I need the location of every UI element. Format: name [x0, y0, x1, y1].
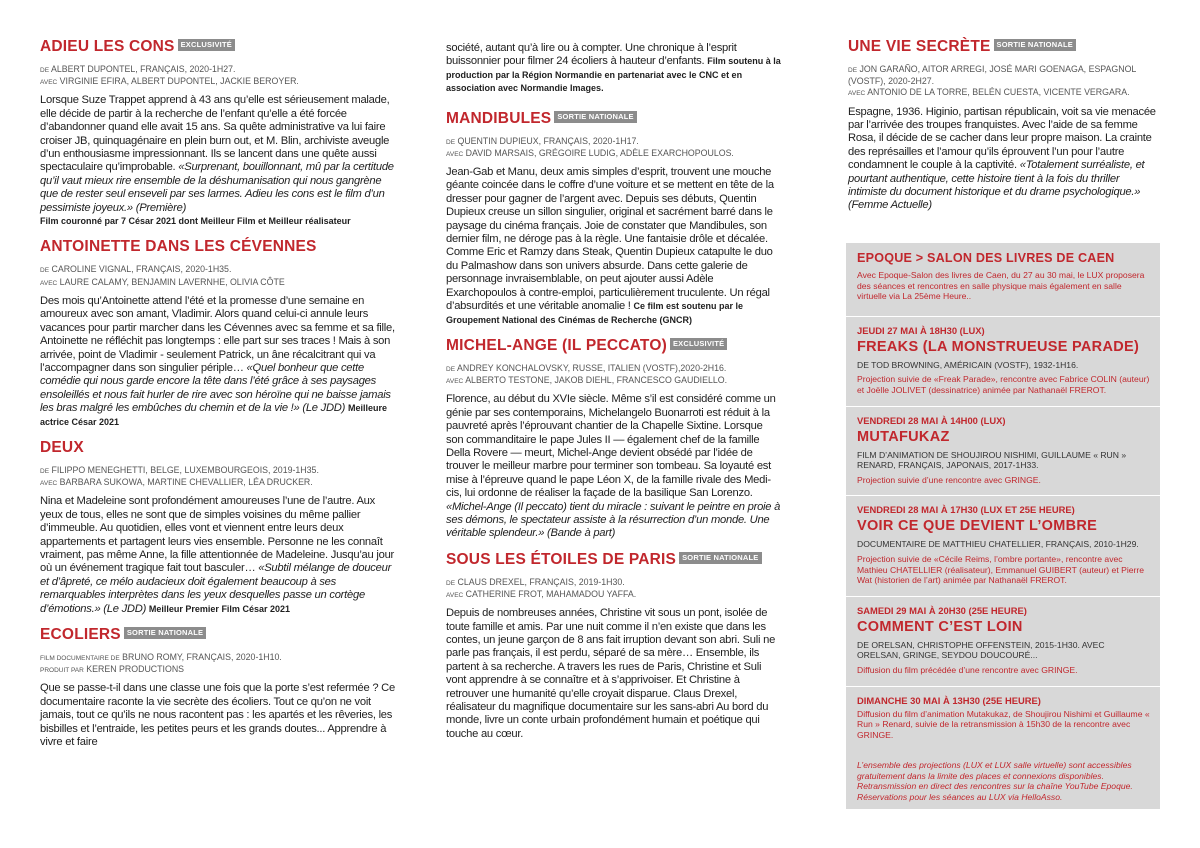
event-description: Projection suivie d’une rencontre avec GRINGE. [857, 474, 1041, 485]
event-film-title: MUTAFUKAZ [857, 428, 950, 445]
event-date: JEUDI 27 MAI À 18H30 (LUX) [857, 324, 985, 336]
status-badge: EXCLUSIVITÉ [178, 39, 235, 51]
event-film-title: FREAKS (LA MONSTRUEUSE PARADE) [857, 338, 1140, 355]
status-badge: SORTIE NATIONALE [994, 39, 1076, 51]
film-credits: DE CLAUS DREXEL, FRANÇAIS, 2019-1H30. AVEC CATHERINE FROT, MAHAMADOU YAFFA. [446, 576, 637, 599]
film-credits: DE QUENTIN DUPIEUX, FRANÇAIS, 2020-1H17. AVEC DAVID MARSAIS, GRÉGOIRE LUDIG, ADÈLE EXARCHOPOULOS. [446, 135, 734, 158]
film-synopsis: Depuis de nombreuses années, Christine vit sous un pont, isolée de toute famille et amis. Par une nuit comme il n’en existe que dans les contes, un jeune garçon de 8 ans fait irruption devant son abri. Suli ne parle pas français, il est perdu, séparé de sa mère… Ensemble, ils partent à sa recherche. A travers les rues de Paris, Christine et Suli vont apprendre à se connaître et à s’apprivoiser. Et Christine à retrouver une humanité qu’elle croyait disparue. Claus Drexel, réalisateur du magnifique documentaire sur les sans-abri Au bord du monde, livre un conte urbain profondément humain et poétique qui touche au cœur. [446, 607, 776, 740]
film-synopsis: Espagne, 1936. Higinio, partisan républicain, voit sa vie menacée par l’arrivée des troupes franquistes. Avec l’aide de sa femme Rosa, il décide de se cacher dans leur propre maison. La crainte des représailles et l’amour qu’ils éprouvent l’un pour l’autre condamnent le couple à la captivité. «Totalement surréaliste, et pourtant authentique, cette histoire tient à la fois du thriller intimiste du document historique et du drame psychologique.» (Femme Actuelle) [848, 105, 1156, 212]
event-date: DIMANCHE 30 MAI À 13H30 (25E HEURE) [857, 694, 1041, 706]
film-synopsis: Nina et Madeleine sont profondément amoureuses l’une de l’autre. Aux yeux de tous, elles ne sont que de simples voisines du même pallier d’immeuble. Au quotidien, elles vont et viennent entre leurs deux appartements et partagent leurs vies ensemble. Personne ne les connaît vraiment, pas même Anne, la fille attentionnée de Madeleine. Jusqu’au jour où un événement tragique fait tout basculer… «Subtil mélange de douceur et d’âpreté, ce mélo audacieux doit également beaucoup à ses remarquables interprètes dans les yeux desquelles passe un cortège d’émotions.» (Le JDD) Meilleur Premier Film César 2021 [40, 495, 395, 615]
film-synopsis: Lorsque Suze Trappet apprend à 43 ans qu’elle est sérieusement malade, elle décide de partir à la recherche de l’enfant qu’elle a été forcée d’abandonner quand elle avait 15 ans. Sa quête administrative va lui faire croiser JB, quinquagénaire en plein burn out, et M. Blin, archiviste aveugle d’un enthousiasme impressionnant. Ils se lancent dans une quête aussi spectaculaire qu’improbable. «Surprenant, bouillonnant, mû par la certitude qu’il vaut mieux rire ensemble de la déshumanisation qui nous gangrène que de rester seul enseveli par ses larmes. Adieu les cons est le film d’un pessimiste joyeux.» (Première) Film couronné par 7 César 2021 dont Meilleur Film et Meilleur réalisateur [40, 94, 394, 227]
section-footer-note: L’ensemble des projections (LUX et LUX salle virtuelle) sont accessibles gratuitement dans la limite des places et connexions disponibles. Retransmission en direct des rencontres sur la chaîne YouTube Epoque. Réservations pour les séances au LUX via HelloAsso. [857, 760, 1133, 803]
film-credits: FILM DOCUMENTAIRE DE BRUNO ROMY, FRANÇAIS, 2020-1H10. PRODUIT PAR KEREN PRODUCTIONS [40, 652, 282, 675]
event-date: SAMEDI 29 MAI À 20H30 (25E HEURE) [857, 604, 1027, 616]
divider [846, 316, 1160, 317]
funding-note: Film soutenu à la production par la Région Normandie en partenariat avec le CNC et en association avec Normandie Images. [446, 56, 781, 94]
film-credits: DE ALBERT DUPONTEL, FRANÇAIS, 2020-1H27. AVEC VIRGINIE EFIRA, ALBERT DUPONTEL, JACKIE BEROYER. [40, 64, 299, 87]
film-credits: DE ANDREY KONCHALOVSKY, RUSSE, ITALIEN (VOSTF),2020-2H16. AVEC ALBERTO TESTONE, JAKOB DIEHL, FRANCESCO GAUDIELLO. [446, 362, 728, 386]
event-description: Projection suivie de «Cécile Reims, l’ombre portante», rencontre avec Mathieu CHATELLIER (réalisateur), Emmanuel GUIBERT (auteur) et Pierre Wat (historien de l’art) animée par Nathanaël FREROT. [857, 553, 1145, 586]
film-title: DEUX [40, 438, 84, 456]
event-date: VENDREDI 28 MAI À 14H00 (LUX) [857, 414, 1006, 426]
section-intro: Avec Epoque-Salon des livres de Caen, du 27 au 30 mai, le LUX proposera des séances et rencontres en salle physique mais également en salle virtuelle via La 25ème Heure.. [857, 270, 1145, 302]
film-title: MICHEL-ANGE (IL PECCATO) EXCLUSIVITÉ [446, 337, 781, 355]
divider [846, 406, 1160, 407]
film-synopsis: Des mois qu’Antoinette attend l’été et la promesse d’une semaine en amoureux avec son amant, Vladimir. Alors quand celui-ci annule leurs vacances pour partir marcher dans les Cévennes avec sa femme et sa fille, Antoinette ne réfléchit pas longtemps : elle part sur ses traces ! Mais à son arrivée, point de Vladimir - seulement Patrick, un âne récalcitrant qui va l’accompagner dans son singulier périple… «Quel bonheur que cette comédie qui nous garde encore la tête dans l’été grâce à ses paysages ensoleillés et nous fait hurler de rire avec son héroïne qui ne baisse jamais les bras malgré les embûches du chemin et de la vie !» (Le JDD) Meilleure actrice César 2021 [40, 294, 395, 427]
film-une-vie-secrete [848, 38, 1160, 213]
event-film-title: COMMENT C’EST LOIN [857, 618, 1023, 635]
film-credits: DE FILIPPO MENEGHETTI, BELGE, LUXEMBOURGEOIS, 2019-1H35. AVEC BARBARA SUKOWA, MARTINE CHEVALLIER, LÉA DRUCKER. [40, 464, 319, 488]
divider [846, 495, 1160, 496]
film-mandibules [446, 110, 781, 327]
award-note: Meilleure actrice César 2021 [40, 403, 387, 427]
award-note: Film couronné par 7 César 2021 dont Meilleur Film et Meilleur réalisateur [40, 216, 351, 227]
film-title: ADIEU LES CONS EXCLUSIVITÉ [40, 38, 395, 56]
event-freaks [857, 325, 1150, 396]
event-credits: FILM D’ANIMATION DE SHOUJIROU NISHIMI, GUILLAUME « RUN » RENARD, FRANÇAIS, JAPONAIS, 2017-1H33. [857, 449, 1127, 471]
film-title: SOUS LES ÉTOILES DE PARIS SORTIE NATIONALE [446, 551, 781, 569]
press-quote: «Surprenant, bouillonnant, mû par la certitude qu’il vaut mieux rire ensemble de la déshumanisation qui nous gangrène que de rester seul enseveli par ses larmes. Adieu les cons est le film d’un pessimiste joyeux.» (Première) [40, 161, 394, 214]
status-badge: EXCLUSIVITÉ [670, 338, 727, 350]
film-antoinette [40, 238, 395, 428]
film-michel-ange [446, 337, 781, 541]
event-mutafukaz [857, 415, 1150, 486]
film-credits: DE CAROLINE VIGNAL, FRANÇAIS, 2020-1H35. AVEC LAURE CALAMY, BENJAMIN LAVERNHE, OLIVIA CÔTE [40, 264, 285, 287]
event-film-title: VOIR CE QUE DEVIENT L’OMBRE [857, 518, 1098, 535]
event-credits: DE TOD BROWNING, AMÉRICAIN (VOSTF), 1932-1H16. [857, 359, 1079, 370]
epoque-program-box [846, 243, 1160, 809]
press-quote: «Quel bonheur que cette comédie qui nous garde encore la tête dans l’été grâce à ses paysages ensoleillés et nous fait hurler de rire avec son héroïne qui ne baisse jamais les bras malgré les embûches du chemin et de la vie !» (Le JDD) [40, 361, 391, 415]
film-title: ECOLIERS SORTIE NATIONALE [40, 626, 395, 644]
film-credits: DE JON GARAÑO, AITOR ARREGI, JOSÉ MARI GOENAGA, ESPAGNOL (VOSTF), 2020-2H27. AVEC ANTONIO DE LA TORRE, BELÉN CUESTA, VICENTE VERGARA. [848, 64, 1136, 98]
status-badge: SORTIE NATIONALE [554, 111, 636, 123]
film-adieu-les-cons [40, 38, 395, 228]
event-credits: DOCUMENTAIRE DE MATTHIEU CHATELLIER, FRANÇAIS, 2010-1H29. [857, 539, 1139, 550]
film-synopsis: Jean-Gab et Manu, deux amis simples d’esprit, trouvent une mouche géante coincée dans le coffre d’une voiture et se mettent en tête de la dresser pour gagner de l’argent avec. Depuis ses débuts, Quentin Dupieux creuse un sillon singulier, original et sacrément barré dans le paysage du cinéma français. Joie de constater que Mandibules, son dernier film, ne déroge pas à la règle. Une fantaisie drôle et décalée. Comme Eric et Ramzy dans Steak, Quentin Dupieux catapulte le duo du Palmashow dans son univers absurde. Dans cette galerie de personnage invraisemblable, on peut ajouter aussi Adèle Exarchopoulos à contre-emploi, particulièrement truculente. Un régal d’absurdités et une véritable anomalie ! Ce film est soutenu par le Groupement National des Cinémas de Recherche (GNCR) [446, 166, 774, 325]
film-ecoliers [40, 626, 395, 749]
film-synopsis: société, autant qu’à lire ou à compter. Une chronique à l’esprit buissonnier pour filmer 24 écoliers à hauteur d’enfants. Film soutenu à la production par la Région Normandie en partenariat avec le CNC et en association avec Normandie Images. [446, 42, 781, 94]
film-ecoliers-continued [446, 42, 781, 96]
status-badge: SORTIE NATIONALE [124, 627, 206, 639]
award-note: Meilleur Premier Film César 2021 [148, 603, 290, 614]
film-deux [40, 439, 395, 616]
column-left [40, 38, 395, 759]
status-badge: SORTIE NATIONALE [679, 552, 761, 564]
event-mutafukaz-broadcast [857, 695, 1150, 741]
section-title: EPOQUE > SALON DES LIVRES DE CAEN [857, 251, 1115, 265]
divider [846, 596, 1160, 597]
event-date: VENDREDI 28 MAI À 17H30 (LUX ET 25E HEURE) [857, 504, 1075, 516]
event-voir-ce-que-devient-lombre [857, 504, 1150, 585]
funding-note: Ce film est soutenu par le Groupement National des Cinémas de Recherche (GNCR) [446, 301, 744, 325]
press-quote: «Michel-Ange (Il peccato) tient du miracle : suivant le peintre en proie à ses démons, le spectateur assiste à la résurrection d’un monde. Une véritable splendeur.» (Bande à part) [446, 500, 781, 540]
event-description: Diffusion du film précédée d’une rencontre avec GRINGE. [857, 664, 1078, 675]
divider [846, 686, 1160, 687]
press-quote: «Totalement surréaliste, et pourtant authentique, cette histoire tient à la fois du thriller intimiste du document historique et du drame psychologique.» (Femme Actuelle) [848, 159, 1145, 212]
film-synopsis: Florence, au début du XVIe siècle. Même s’il est considéré comme un génie par ses contemporains, Michelangelo Buonarroti est réduit à la pauvreté après l’éprouvant chantier de la Chapelle Sixtine. Lorsque son commanditaire le pape Jules II — également chef de la famille Della Rovere — meurt, Michel-Ange devient obsédé par l’idée de trouver le meilleur marbre pour terminer son tombeau. Sa loyauté est mise à l’épreuve quand le pape Léon X, de la famille rivale des Medicis, lui ordonne de réaliser la façade de la basilique San Lorenzo. «Michel-Ange (Il peccato) tient du miracle : suivant le peintre en proie à ses démons, le spectateur assiste à la résurrection d’un monde. Une véritable splendeur.» (Bande à part) [446, 393, 781, 540]
column-middle [446, 42, 781, 751]
film-synopsis: Que se passe-t-il dans une classe une fois que la porte s’est refermée ? Ce documentaire raconte la vie secrète des écoliers. Tout ce qu’on ne voit jamais, tout ce qu’ils ne nous racontent pas : les apartés et les rêveries, les bisbilles et l’entraide, les petites peurs et les grands doutes... Apprendre à vivre et faire [40, 682, 395, 749]
film-title: UNE VIE SECRÈTE SORTIE NATIONALE [848, 38, 1160, 56]
event-comment-cest-loin [857, 605, 1150, 676]
event-description: Diffusion du film d’animation Mutakukaz, de Shoujirou Nishimi et Guillaume « Run » Renard, suivie de la retransmission à 15h30 de la rencontre avec GRINGE. [857, 708, 1150, 740]
event-description: Projection suivie de «Freak Parade», rencontre avec Fabrice COLIN (auteur) et Joëlle JOLIVET (dessinatrice) animée par Nathanaël FREROT. [857, 374, 1150, 395]
film-title: MANDIBULES SORTIE NATIONALE [446, 110, 781, 128]
event-credits: DE ORELSAN, CHRISTOPHE OFFENSTEIN, 2015-1H30. AVEC ORELSAN, GRINGE, SEYDOU DOUCOURÉ... [857, 639, 1105, 661]
film-title: ANTOINETTE DANS LES CÉVENNES [40, 238, 317, 256]
film-sous-les-etoiles [446, 551, 781, 741]
press-quote: «Subtil mélange de douceur et d’âpreté, ce mélo audacieux doit également beaucoup à ses remarquables interprètes dans les yeux desquelles passe un cortège d’émotions.» (Le JDD) [40, 562, 392, 615]
column-right [848, 38, 1160, 223]
